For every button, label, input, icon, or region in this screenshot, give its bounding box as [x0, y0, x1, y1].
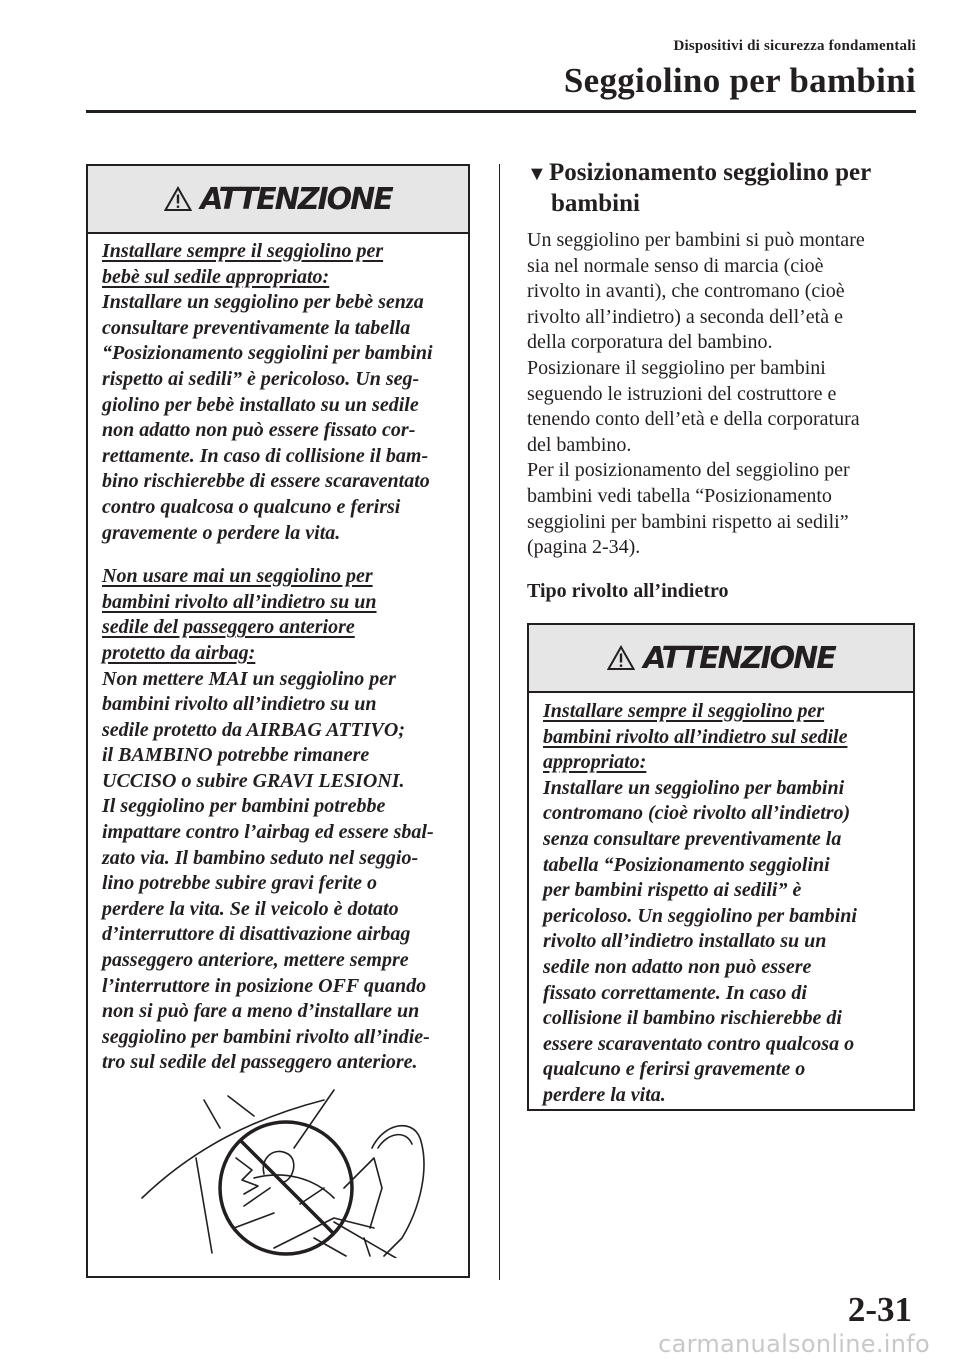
- body-line: Posizionare il seggiolino per bambini: [527, 356, 826, 379]
- section-heading: [527, 158, 927, 219]
- warning-heading-line: bambini rivolto all’indietro su un: [102, 590, 377, 613]
- warning-text-line: bino rischierebbe di essere scaraventato: [102, 470, 430, 493]
- body-line: (pagina 2-34).: [527, 536, 641, 559]
- warning-triangle-icon: [607, 645, 635, 671]
- warning-text-line: rivolto all’indietro installato su un: [543, 930, 827, 953]
- type-label: Tipo rivolto all’indietro: [527, 580, 729, 602]
- warning-text-line: seggiolino per bambini rivolto all’indie-: [102, 1025, 430, 1048]
- warning-text-line: gravemente o perdere la vita.: [102, 521, 341, 544]
- warning-body: [529, 693, 913, 1109]
- warning-caps-line: bambini rivolto all’indietro su un: [102, 693, 377, 716]
- warning-title: ATTENZIONE: [643, 640, 835, 676]
- warning-text-line: d’interruttore di disattivazione airbag: [102, 923, 411, 946]
- warning-text-line: Il seggiolino per bambini potrebbe: [102, 795, 386, 818]
- warning-text-line: rettamente. In caso di collisione il bam-: [102, 444, 429, 467]
- page-number: 2-31: [847, 1290, 912, 1329]
- warning-title: ATTENZIONE: [200, 181, 392, 217]
- warning-caps-line: sedile protetto da AIRBAG ATTIVO;: [102, 718, 405, 741]
- warning-text-line: impattare contro l’airbag ed essere sbal-: [102, 821, 434, 844]
- warning-triangle-icon: [164, 186, 192, 212]
- warning-text-line: “Posizionamento seggiolini per bambini: [102, 342, 433, 365]
- warning-heading-line: sedile del passeggero anteriore: [102, 616, 355, 639]
- warning-heading-line: bambini rivolto all’indietro sul sedile: [543, 725, 848, 748]
- warning-text-line: passeggero anteriore, mettere sempre: [102, 949, 409, 972]
- warning-text-line: sedile non adatto non può essere: [543, 955, 812, 978]
- warning-text-line: non si può fare a meno d’installare un: [102, 1000, 420, 1023]
- body-text: [527, 228, 927, 561]
- warning-text-line: fissato correttamente. In caso di: [543, 981, 807, 1004]
- body-line: Per il posizionamento del seggiolino per: [527, 459, 850, 482]
- body-line: Un seggiolino per bambini si può montare: [527, 229, 865, 251]
- warning-text-line: Installare un seggiolino per bambini: [543, 776, 845, 799]
- body-line: seguendo le istruzioni del costruttore e: [527, 382, 837, 405]
- warning-caps-line: Non mettere MAI un seggiolino per: [102, 667, 396, 690]
- down-triangle-icon: ▼: [527, 163, 547, 185]
- warning-text-line: per bambini rispetto ai sedili” è: [543, 879, 802, 902]
- warning-text-line: contromano (cioè rivolto all’indietro): [543, 802, 851, 825]
- body-line: rivolto in avanti), che contromano (cioè: [527, 280, 845, 303]
- body-line: bambini vedi tabella “Posizionamento: [527, 484, 832, 507]
- warning-text-line: consultare preventivamente la tabella: [102, 316, 411, 339]
- column-divider: [499, 164, 500, 1280]
- warning-caps-line: il BAMBINO potrebbe rimanere: [102, 744, 370, 767]
- body-line: della corporatura del bambino.: [527, 331, 773, 354]
- warning-text-line: zato via. Il bambino seduto nel seggio-: [102, 846, 419, 869]
- warning-heading-line: Non usare mai un seggiolino per: [102, 565, 373, 588]
- section-heading-line1: Posizionamento seggiolino per: [549, 159, 872, 186]
- body-line: sia nel normale senso di marcia (cioè: [527, 254, 824, 277]
- warning-heading-line: protetto da airbag:: [102, 641, 256, 664]
- warning-text-line: qualcuno e ferirsi gravemente o: [543, 1058, 806, 1081]
- warning-text-line: giolino per bebè installato su un sedile: [102, 393, 419, 416]
- page-title: Seggiolino per bambini: [563, 61, 916, 100]
- running-header: [564, 38, 916, 101]
- warning-text-line: Installare un seggiolino per bebè senza: [102, 291, 424, 314]
- warning-text-line: pericoloso. Un seggiolino per bambini: [543, 904, 857, 927]
- header-rule: [86, 110, 916, 113]
- section-name: Dispositivi di sicurezza fondamentali: [673, 38, 916, 54]
- warning-caps-line: UCCISO o subire GRAVI LESIONI.: [102, 769, 405, 792]
- body-line: seggiolini per bambini rispetto ai sedili”: [527, 510, 849, 533]
- warning-text-line: tabella “Posizionamento seggiolini: [543, 853, 830, 876]
- warning-text-line: perdere la vita. Se il veicolo è dotato: [102, 897, 399, 920]
- prohibited-rear-facing-seat-airbag-illustration: [134, 1088, 434, 1258]
- body-line: del bambino.: [527, 433, 632, 456]
- warning-text-line: collisione il bambino rischierebbe di: [543, 1007, 842, 1030]
- warning-text-line: perdere la vita.: [543, 1083, 666, 1106]
- warning-text-line: l’interruttore in posizione OFF quando: [102, 974, 427, 997]
- warning-heading-line: Installare sempre il seggiolino per: [543, 700, 825, 722]
- warning-text-line: rispetto ai sedili” è pericoloso. Un seg-: [102, 367, 420, 390]
- watermark: carmanualsonline.info: [658, 1330, 930, 1358]
- warning-heading-line: bebè sul sedile appropriato:: [102, 265, 330, 288]
- warning-text-line: lino potrebbe subire gravi ferite o: [102, 872, 377, 895]
- warning-heading-line: appropriato:: [543, 751, 647, 774]
- section-heading-line2: bambini: [551, 190, 640, 217]
- warning-header: [529, 625, 913, 693]
- body-line: rivolto all’indietro) a seconda dell’età e: [527, 305, 843, 328]
- body-line: tenendo conto dell’età e della corporatura: [527, 408, 860, 431]
- warning-body: [88, 234, 468, 1076]
- warning-text-line: senza consultare preventivamente la: [543, 827, 842, 850]
- warning-text-line: tro sul sedile del passeggero anteriore.: [102, 1051, 418, 1074]
- warning-text-line: contro qualcosa o qualcuno e ferirsi: [102, 495, 401, 518]
- warning-header: [88, 166, 468, 234]
- warning-box-right: [527, 623, 915, 1111]
- warning-text-line: non adatto non può essere fissato cor-: [102, 419, 416, 442]
- warning-heading-line: Installare sempre il seggiolino per: [102, 240, 384, 262]
- warning-text-line: essere scaraventato contro qualcosa o: [543, 1032, 855, 1055]
